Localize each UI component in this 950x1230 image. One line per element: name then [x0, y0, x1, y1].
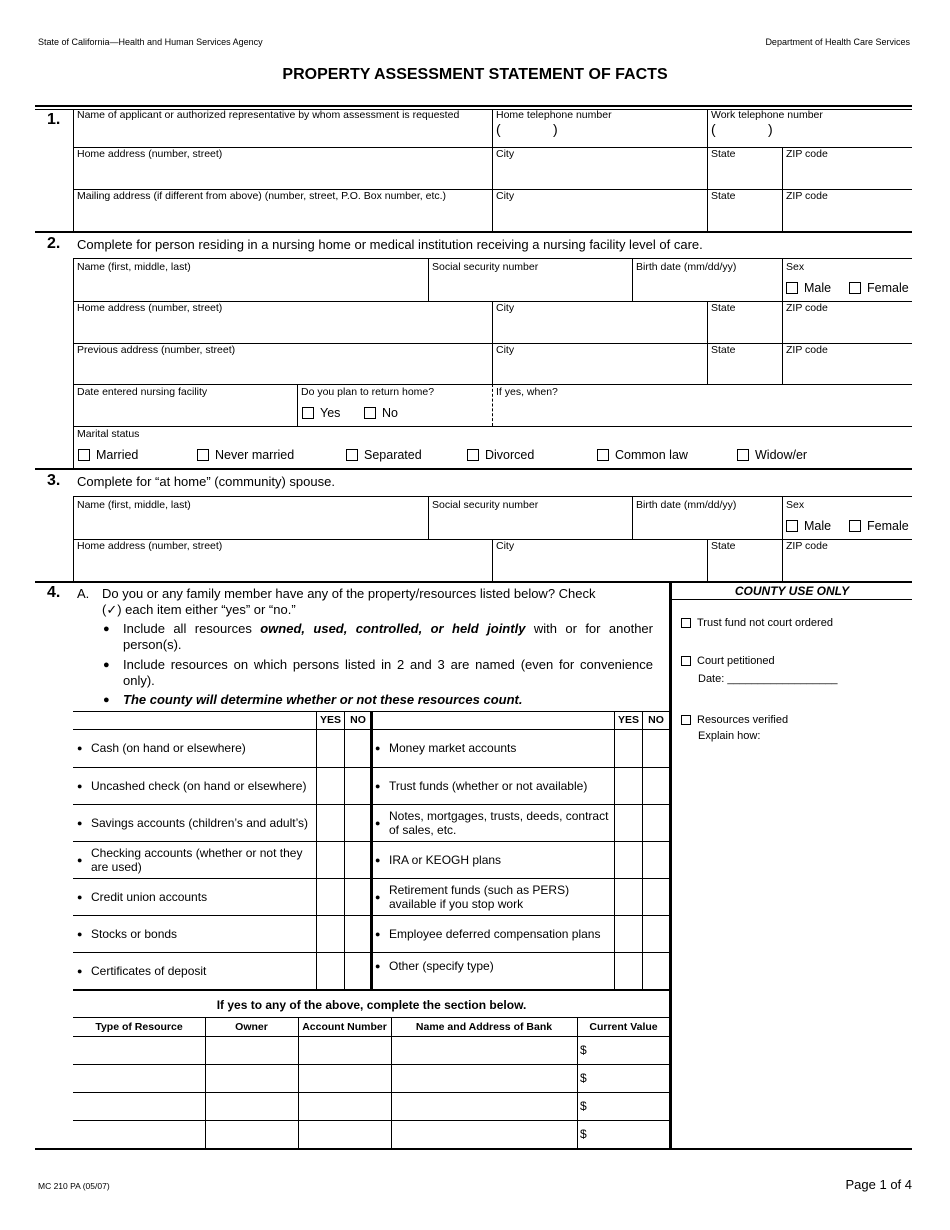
divider — [73, 1092, 670, 1093]
home-address-label: Home address (number, street) — [77, 148, 223, 160]
checkbox-box — [597, 449, 609, 461]
checkbox-box — [681, 618, 691, 628]
checkbox-box — [78, 449, 90, 461]
resource-item-trust-funds: ● Trust funds (whether or not available) — [389, 767, 611, 804]
city-label: City — [496, 344, 515, 356]
resources-verified-checkbox[interactable] — [681, 714, 788, 726]
divider — [672, 599, 912, 600]
no-header: NO — [350, 714, 366, 726]
divider — [344, 711, 345, 990]
trust-fund-checkbox[interactable] — [681, 617, 833, 629]
question-a-line2: (✓) each item either “yes” or “no.” — [102, 602, 296, 617]
zip-label: ZIP code — [786, 148, 828, 160]
divider — [73, 1036, 670, 1037]
return-yes-checkbox[interactable] — [302, 406, 340, 420]
value-dollar-sign: $ — [580, 1071, 587, 1085]
resource-item-deferred-comp: ● Employee deferred compensation plans — [389, 915, 611, 952]
section-number: 2. — [47, 235, 61, 252]
return-home-label: Do you plan to return home? — [301, 386, 435, 398]
divider — [632, 496, 633, 539]
zip-label: ZIP code — [786, 190, 828, 202]
col-type-of-resource: Type of Resource — [95, 1021, 183, 1033]
divider — [73, 109, 74, 232]
no-label: No — [382, 406, 398, 420]
return-no-checkbox[interactable] — [364, 406, 398, 420]
checkbox-box — [346, 449, 358, 461]
section2-heading: Complete for person residing in a nursing home or medical institution receiving a nursing facility level of care. — [77, 237, 703, 252]
checkbox-box — [197, 449, 209, 461]
yes-header: YES — [617, 714, 639, 726]
resource-item-notes: ● Notes, mortgages, trusts, deeds, contract of sales, etc. — [389, 804, 611, 841]
city-label: City — [496, 302, 515, 314]
question-a-letter: A. — [77, 586, 90, 601]
resource-item-savings: ● Savings accounts (children’s and adult’s) — [91, 804, 313, 841]
divider — [73, 258, 74, 468]
applicant-name-label: Name of applicant or authorized representative by whom assessment is requested — [77, 109, 460, 121]
court-petitioned-checkbox[interactable] — [681, 655, 775, 667]
bullet-county-determines: ● The county will determine whether or not these resources count. — [123, 692, 653, 708]
value-dollar-sign: $ — [580, 1127, 587, 1141]
separated-checkbox[interactable] — [346, 448, 422, 462]
divider — [297, 384, 298, 426]
divider — [73, 1064, 670, 1065]
divider — [73, 1120, 670, 1121]
name-label: Name (first, middle, last) — [77, 499, 191, 511]
divider — [707, 539, 708, 581]
home-address-label: Home address (number, street) — [77, 302, 223, 314]
divider — [492, 539, 493, 581]
female-checkbox[interactable] — [849, 519, 909, 533]
married-checkbox[interactable] — [78, 448, 138, 462]
home-address-label: Home address (number, street) — [77, 540, 223, 552]
resource-item-uncashed-check: ● Uncashed check (on hand or elsewhere) — [91, 767, 313, 804]
department-name: Department of Health Care Services — [765, 37, 910, 47]
checkbox-box — [737, 449, 749, 461]
resource-item-stocks: ● Stocks or bonds — [91, 915, 313, 952]
city-label: City — [496, 540, 515, 552]
yes-header: YES — [319, 714, 341, 726]
area-code-open: ( — [496, 121, 501, 137]
checkbox-box — [302, 407, 314, 419]
name-label: Name (first, middle, last) — [77, 261, 191, 273]
bullet1-emphasis: owned, used, controlled, or held jointly — [260, 621, 526, 636]
no-header: NO — [648, 714, 664, 726]
work-phone-label: Work telephone number — [711, 109, 823, 121]
checkbox-box — [681, 656, 691, 666]
birth-date-label: Birth date (mm/dd/yy) — [636, 261, 737, 273]
city-label: City — [496, 190, 515, 202]
bullet1-post: with or for another person(s). — [123, 621, 653, 652]
divider — [35, 581, 912, 583]
page-title: PROPERTY ASSESSMENT STATEMENT OF FACTS — [282, 66, 668, 83]
divider — [428, 496, 429, 539]
home-phone-label: Home telephone number — [496, 109, 612, 121]
previous-address-label: Previous address (number, street) — [77, 344, 236, 356]
divider — [35, 105, 912, 107]
male-label: Male — [804, 519, 832, 533]
col-current-value: Current Value — [589, 1021, 658, 1033]
resource-item-other: ● Other (specify type) — [389, 952, 611, 980]
mailing-address-label: Mailing address (if different from above) (number, street, P.O. Box number, etc.) — [77, 190, 447, 202]
area-code-close: ) — [553, 121, 558, 137]
explain-how-label: Explain how: — [698, 730, 761, 742]
divider — [73, 496, 912, 497]
divider — [73, 258, 912, 259]
divider — [707, 109, 708, 232]
divider — [35, 468, 912, 470]
divider — [632, 258, 633, 301]
divider — [73, 989, 670, 991]
state-label: State — [711, 190, 736, 202]
state-label: State — [711, 540, 736, 552]
resource-item-cds: ● Certificates of deposit — [91, 952, 313, 989]
sex-label: Sex — [786, 499, 805, 511]
agency-name: State of California—Health and Human Services Agency — [38, 37, 263, 47]
section-number: 4. — [47, 584, 61, 601]
divider — [73, 426, 912, 427]
common-law-label: Common law — [615, 448, 688, 462]
question-a-line1: Do you or any family member have any of the property/resources listed below? Check — [102, 586, 596, 601]
checkbox-box — [849, 520, 861, 532]
divorced-label: Divorced — [485, 448, 535, 462]
checkbox-box — [681, 715, 691, 725]
divider — [614, 711, 615, 990]
divider — [782, 258, 783, 384]
male-checkbox[interactable] — [786, 519, 831, 533]
divider — [428, 258, 429, 301]
bullet1-pre: Include all resources — [123, 621, 261, 636]
widower-label: Widow/er — [755, 448, 808, 462]
female-label: Female — [867, 519, 909, 533]
if-yes-label: If yes, when? — [496, 386, 558, 398]
complete-below-note: If yes to any of the above, complete the section below. — [216, 998, 527, 1012]
bullet-include-owned — [123, 621, 653, 653]
resource-item-cash: ● Cash (on hand or elsewhere) — [91, 729, 313, 767]
state-label: State — [711, 148, 736, 160]
checkbox-box — [467, 449, 479, 461]
zip-label: ZIP code — [786, 302, 828, 314]
resource-item-checking: ● Checking accounts (whether or not they are used) — [91, 841, 313, 878]
divider — [316, 711, 317, 990]
divider — [73, 1017, 670, 1018]
value-dollar-sign: $ — [580, 1043, 587, 1057]
ssn-label: Social security number — [432, 261, 539, 273]
col-owner: Owner — [235, 1021, 268, 1033]
resource-item-money-market: ● Money market accounts — [389, 729, 611, 767]
widower-checkbox[interactable] — [737, 448, 807, 462]
state-label: State — [711, 344, 736, 356]
court-petitioned-label: Court petitioned — [697, 655, 775, 667]
page-number: Page 1 of 4 — [845, 1177, 912, 1192]
county-use-title: COUNTY USE ONLY — [734, 584, 850, 598]
divider — [642, 711, 643, 990]
ssn-label: Social security number — [432, 499, 539, 511]
divorced-checkbox[interactable] — [467, 448, 534, 462]
divider — [669, 581, 672, 1149]
checkbox-box — [364, 407, 376, 419]
male-label: Male — [804, 281, 832, 295]
male-checkbox[interactable] — [786, 281, 831, 295]
separated-label: Separated — [364, 448, 422, 462]
area-code-open: ( — [711, 121, 716, 137]
female-checkbox[interactable] — [849, 281, 909, 295]
petition-date-field[interactable]: Date: __________________ — [698, 673, 838, 685]
married-label: Married — [96, 448, 139, 462]
divider — [35, 231, 912, 233]
section3-heading: Complete for “at home” (community) spouse. — [77, 474, 335, 489]
state-label: State — [711, 302, 736, 314]
checkbox-box — [786, 282, 798, 294]
resource-item-credit-union: ● Credit union accounts — [91, 878, 313, 915]
divider — [35, 1148, 912, 1150]
date-entered-label: Date entered nursing facility — [77, 386, 208, 398]
section-number: 1. — [47, 111, 61, 128]
value-dollar-sign: $ — [580, 1099, 587, 1113]
sex-label: Sex — [786, 261, 805, 273]
area-code-close: ) — [768, 121, 773, 137]
resources-verified-label: Resources verified — [697, 714, 789, 726]
common-law-checkbox[interactable] — [597, 448, 688, 462]
divider — [370, 711, 373, 990]
col-account-number: Account Number — [302, 1021, 387, 1033]
divider — [492, 109, 493, 232]
never-married-checkbox[interactable] — [197, 448, 294, 462]
divider — [492, 384, 493, 426]
checkbox-box — [786, 520, 798, 532]
zip-label: ZIP code — [786, 540, 828, 552]
checkbox-box — [849, 282, 861, 294]
zip-label: ZIP code — [786, 344, 828, 356]
marital-status-label: Marital status — [77, 428, 140, 440]
yes-label: Yes — [320, 406, 341, 420]
city-label: City — [496, 148, 515, 160]
resource-item-ira: ● IRA or KEOGH plans — [389, 841, 611, 878]
section-number: 3. — [47, 472, 61, 489]
birth-date-label: Birth date (mm/dd/yy) — [636, 499, 737, 511]
form-id: MC 210 PA (05/07) — [38, 1181, 110, 1191]
bullet-include-named: ● Include resources on which persons listed in 2 and 3 are named (even for convenience only). — [123, 657, 653, 689]
never-married-label: Never married — [215, 448, 295, 462]
resource-item-retirement: ● Retirement funds (such as PERS) available if you stop work — [389, 878, 611, 915]
trust-fund-label: Trust fund not court ordered — [697, 617, 833, 629]
col-bank-name-address: Name and Address of Bank — [415, 1021, 553, 1033]
female-label: Female — [867, 281, 909, 295]
